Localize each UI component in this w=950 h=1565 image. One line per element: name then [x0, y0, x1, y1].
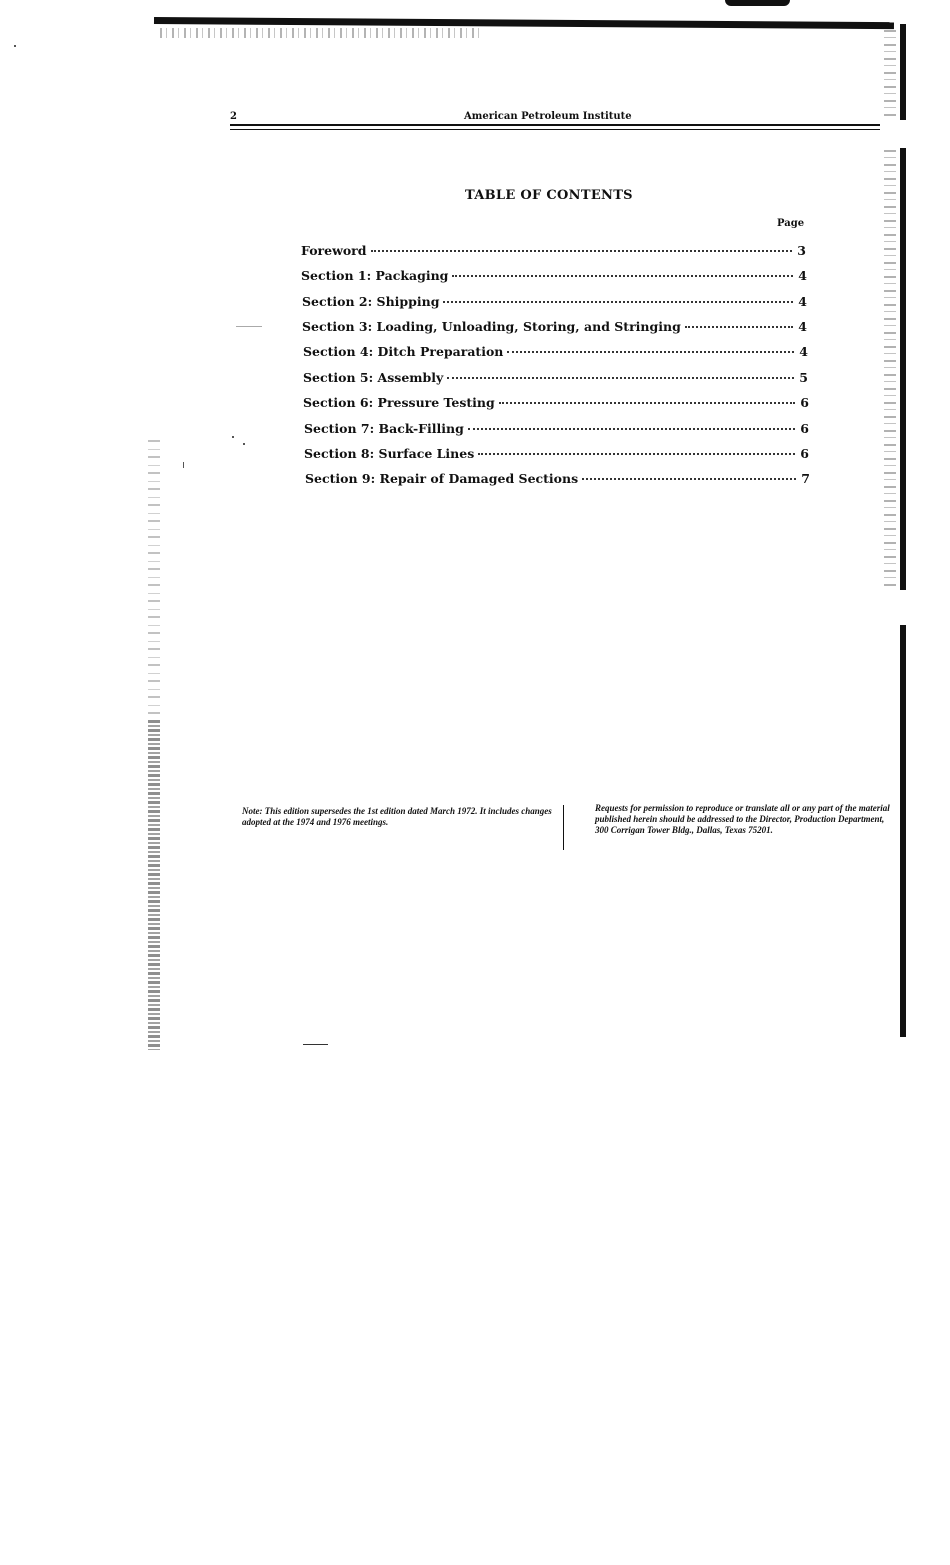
toc-entry-page: 4 — [798, 294, 807, 309]
permission-note — [581, 803, 891, 836]
note-divider — [563, 805, 564, 850]
toc-page-column-label: Page — [777, 218, 805, 229]
toc-entry-page: 7 — [801, 471, 810, 486]
toc-entry-page: 6 — [800, 421, 809, 436]
toc-entry-section-9 — [305, 471, 810, 489]
toc-dot-leader — [478, 453, 795, 455]
scan-left-speckle-2 — [148, 720, 160, 1050]
toc-dot-leader — [443, 301, 793, 303]
toc-entry-label: Section 5: Assembly — [303, 370, 444, 385]
toc-entry-section-1 — [301, 268, 807, 286]
toc-dot-leader — [685, 326, 793, 328]
header-rule-thin — [230, 129, 880, 130]
toc-entry-label: Foreword — [301, 243, 367, 258]
toc-dot-leader — [582, 478, 796, 480]
scan-smudge — [236, 326, 262, 327]
page-number: 2 — [230, 111, 237, 122]
toc-title: TABLE OF CONTENTS — [465, 188, 633, 203]
header-rule-thick — [230, 124, 880, 126]
toc-entry-section-2 — [302, 294, 807, 312]
toc-dot-leader — [371, 250, 793, 252]
scan-right-border-2 — [900, 148, 906, 590]
toc-entry-foreword — [301, 243, 806, 261]
scan-dash-mark — [303, 1044, 328, 1045]
toc-entry-page: 6 — [800, 446, 809, 461]
scan-noise-top — [160, 28, 480, 38]
toc-entry-page: 4 — [798, 319, 807, 334]
toc-entry-label: Section 7: Back-Filling — [304, 421, 464, 436]
toc-entry-page: 3 — [797, 243, 806, 258]
toc-entry-section-6 — [303, 395, 809, 413]
toc-dot-leader — [507, 351, 794, 353]
edition-note: Note: This edition supersedes the 1st edition dated March 1972. It includes changes adopted at the 1974 and 1976 meetings. — [242, 806, 552, 827]
toc-entry-page: 4 — [798, 268, 807, 283]
scan-right-border-1 — [900, 24, 906, 120]
toc-entry-page: 6 — [800, 395, 809, 410]
toc-entry-section-7 — [304, 421, 809, 439]
scan-dot — [243, 443, 245, 445]
toc-entry-label: Section 9: Repair of Damaged Sections — [305, 471, 579, 486]
scan-top-smudge — [725, 0, 790, 6]
toc-entry-section-5 — [303, 370, 808, 388]
toc-entry-section-3 — [302, 319, 807, 337]
toc-entry-label: Section 6: Pressure Testing — [303, 395, 495, 410]
toc-dot-leader — [468, 428, 795, 430]
scan-dot — [183, 462, 184, 468]
toc-entry-page: 5 — [799, 370, 808, 385]
scan-right-speckle-1 — [884, 30, 896, 120]
toc-entry-label: Section 1: Packaging — [301, 268, 449, 283]
scan-right-border-3 — [900, 625, 906, 1037]
scan-dot — [14, 45, 16, 47]
toc-entry-section-4 — [303, 344, 808, 362]
scan-left-speckle-1 — [148, 440, 160, 720]
toc-dot-leader — [499, 402, 795, 404]
running-head-title: American Petroleum Institute — [464, 111, 632, 122]
scan-right-speckle-2 — [884, 150, 896, 590]
toc-entry-label: Section 2: Shipping — [302, 294, 440, 309]
toc-entry-label: Section 4: Ditch Preparation — [303, 344, 504, 359]
permission-note-text: Requests for permission to reproduce or translate all or any part of the material published herein should be addressed to the Director, Production Department, 300 Corrigan Tower Bldg., Dallas, Texas 75201. — [595, 803, 890, 835]
toc-entry-section-8 — [304, 446, 809, 464]
toc-entry-label: Section 3: Loading, Unloading, Storing, and Stringing — [302, 319, 681, 334]
scan-dot — [232, 436, 234, 438]
toc-dot-leader — [447, 377, 794, 379]
toc-dot-leader — [452, 275, 793, 277]
toc-entry-page: 4 — [799, 344, 808, 359]
toc-entry-label: Section 8: Surface Lines — [304, 446, 475, 461]
